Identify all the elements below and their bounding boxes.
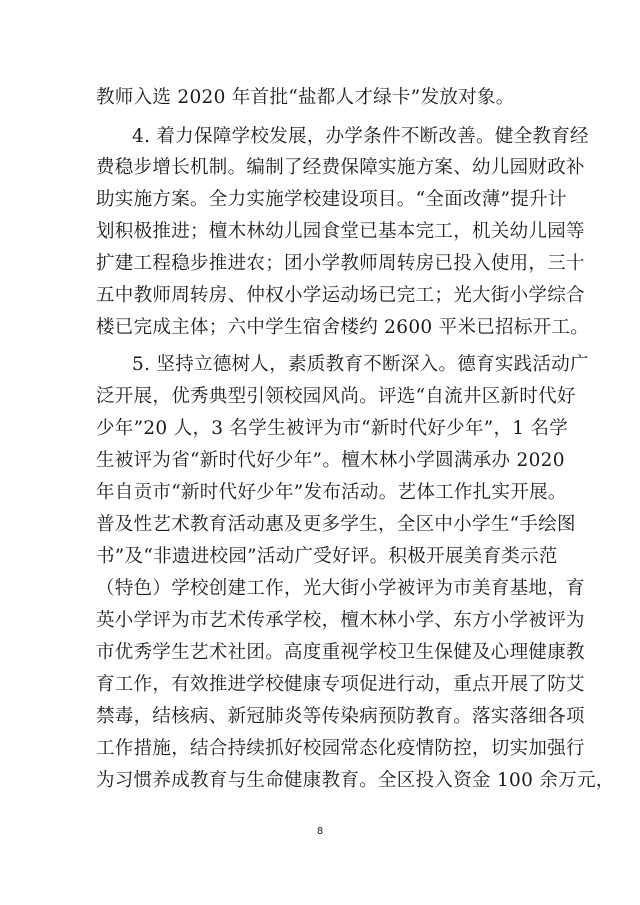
page-number: 8 [316, 826, 324, 837]
paragraph-line: 少年”20 人，3 名学生被评为市“新时代好少年”，1 名学 [96, 418, 569, 439]
paragraph-line: 教师入选 2020 年首批“盐都人才绿卡”发放对象。 [96, 87, 515, 108]
paragraph-line: 费稳步增长机制。编制了经费保障实施方案、幼儿园财政补 [96, 157, 585, 178]
paragraph-line: 英小学评为市艺术传承学校，檀木林小学、东方小学被评为 [96, 610, 585, 631]
paragraph-line: 年自贡市“新时代好少年”发布活动。艺体工作扎实开展。 [96, 482, 567, 503]
paragraph-line: 育工作，有效推进学校健康专项促进行动，重点开展了防艾 [96, 674, 585, 695]
paragraph-line: 楼已完成主体；六中学生宿舍楼约 2600 平米已招标开工。 [96, 317, 590, 338]
paragraph-line: 工作措施，结合持续抓好校园常态化疫情防控，切实加强行 [96, 738, 585, 759]
paragraph-line: 书”及“非遗进校园”活动广受好评。积极开展美育类示范 [96, 546, 558, 567]
paragraph-line: 泛开展，优秀典型引领校园风尚。评选“自流井区新时代好 [96, 386, 576, 407]
paragraph-line: 普及性艺术教育活动惠及更多学生，全区中小学生“手绘图 [96, 514, 576, 535]
paragraph-line: 为习惯养成教育与生命健康教育。全区投入资金 100 余万元， [96, 770, 615, 791]
paragraph-line: 生被评为省“新时代好少年”。檀木林小学圆满承办 2020 [96, 450, 565, 471]
paragraph-line: （特色）学校创建工作，光大街小学被评为市美育基地，育 [96, 578, 585, 599]
paragraph-line: 助实施方案。全力实施学校建设项目。“全面改薄”提升计 [96, 189, 567, 210]
paragraph-line: 5. 坚持立德树人，素质教育不断深入。德育实践活动广 [132, 354, 589, 375]
paragraph-line: 4. 着力保障学校发展，办学条件不断改善。健全教育经 [132, 126, 589, 147]
paragraph-line: 禁毒，结核病、新冠肺炎等传染病预防教育。落实落细各项 [96, 706, 585, 727]
paragraph-line: 五中教师周转房、仲权小学运动场已完工；光大街小学综合 [96, 285, 585, 306]
paragraph-line: 市优秀学生艺术社团。高度重视学校卫生保健及心理健康教 [96, 642, 585, 663]
paragraph-line: 扩建工程稳步推进农；团小学教师周转房已投入使用，三十 [96, 253, 585, 274]
paragraph-line: 划积极推进；檀木林幼儿园食堂已基本完工，机关幼儿园等 [96, 221, 585, 242]
